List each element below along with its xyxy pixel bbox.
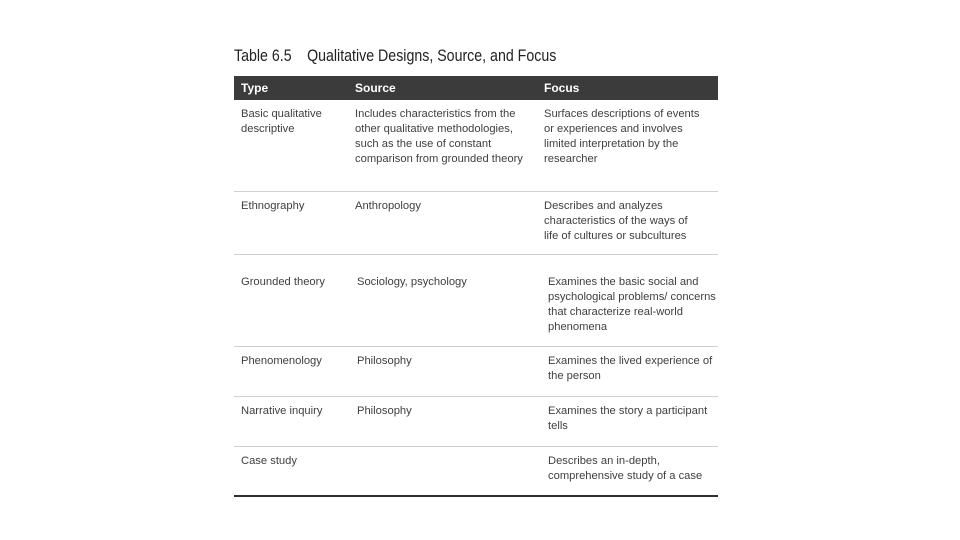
cell-type: Basic qualitative descriptive bbox=[241, 108, 322, 135]
header-source: Source bbox=[355, 81, 396, 95]
qualitative-designs-table bbox=[234, 76, 718, 497]
table-row bbox=[234, 397, 718, 447]
table-row bbox=[234, 447, 718, 497]
cell-type: Phenomenology bbox=[241, 355, 322, 367]
table-row bbox=[234, 192, 718, 255]
table-header-row bbox=[234, 76, 718, 100]
cell-source: Anthropology bbox=[355, 200, 421, 212]
cell-source: Philosophy bbox=[357, 405, 412, 417]
cell-type: Case study bbox=[241, 455, 297, 467]
cell-type: Grounded theory bbox=[241, 276, 325, 288]
cell-focus: Describes an in-depth, comprehensive study of a case bbox=[548, 455, 703, 482]
header-focus: Focus bbox=[544, 81, 580, 95]
cell-source: Includes characteristics from the other qualitative methodologies, such as the use of constant comparison from grounded theory bbox=[355, 108, 523, 165]
cell-type: Ethnography bbox=[241, 200, 305, 212]
cell-type: Narrative inquiry bbox=[241, 405, 323, 417]
header-type: Type bbox=[241, 81, 269, 95]
table-number: Table 6.5 bbox=[234, 47, 292, 65]
cell-source: Sociology, psychology bbox=[357, 276, 467, 288]
cell-source: Philosophy bbox=[357, 355, 412, 367]
table-title: Qualitative Designs, Source, and Focus bbox=[307, 47, 557, 65]
cell-focus: Examines the lived experience of the person bbox=[548, 355, 713, 382]
cell-focus: Surfaces descriptions of events or experiences and involves limited interpretation by the researcher bbox=[544, 108, 700, 165]
table-row bbox=[234, 255, 718, 347]
cell-focus: Describes and analyzes characteristics of the ways of life of cultures or subcultures bbox=[544, 200, 688, 242]
cell-focus: Examines the basic social and psychological problems/ concerns that characterize real-world phenomena bbox=[548, 276, 716, 333]
table-row bbox=[234, 347, 718, 397]
cell-focus: Examines the story a participant tells bbox=[548, 405, 708, 432]
table-row bbox=[234, 100, 718, 192]
table-caption bbox=[234, 47, 556, 66]
